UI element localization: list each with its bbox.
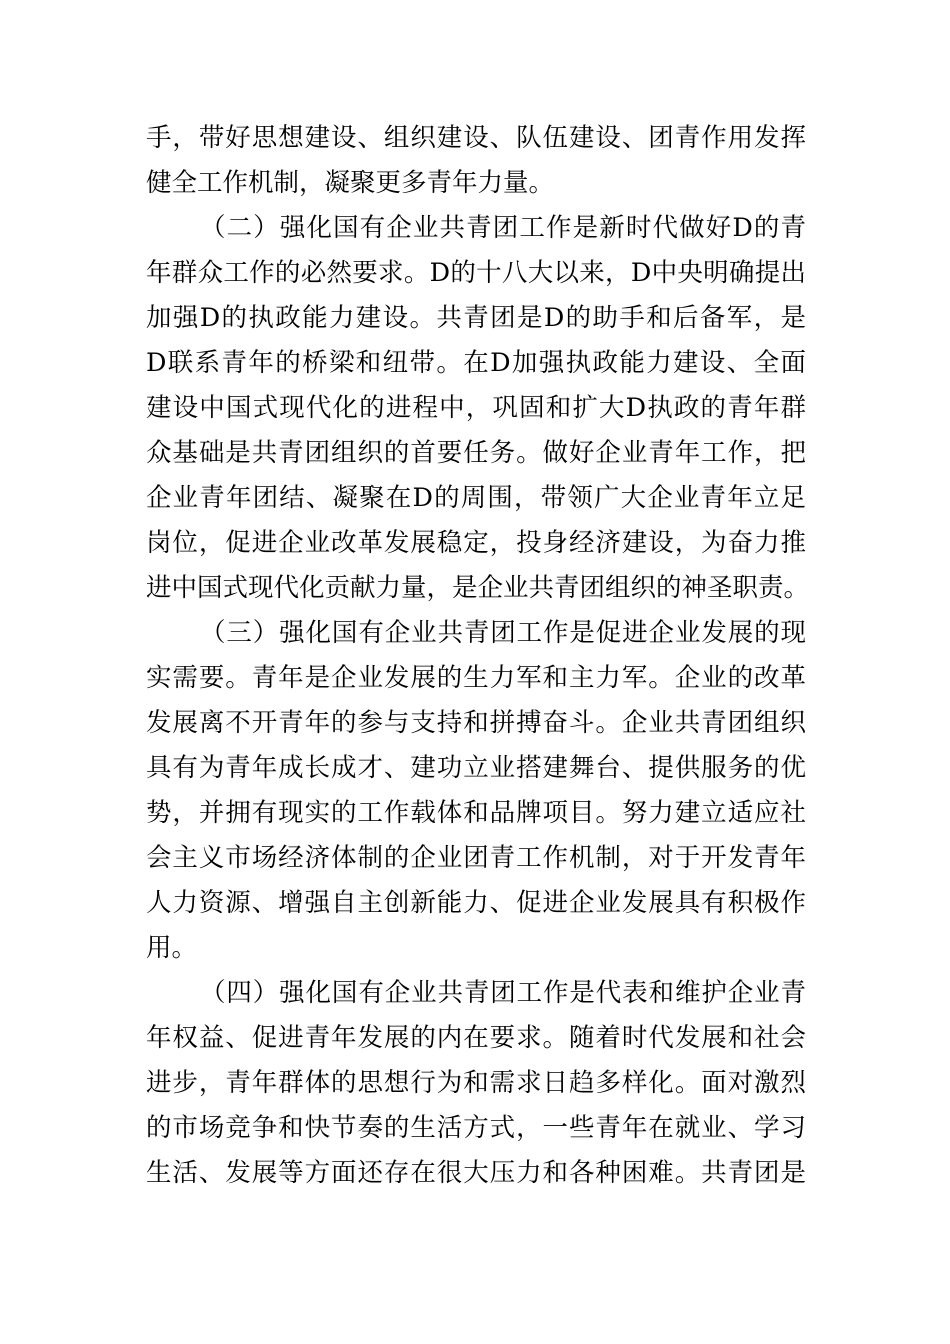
text-line: 具有为青年成长成才、建功立业搭建舞台、提供服务的优 bbox=[146, 753, 806, 783]
text-line: 生活、发展等方面还存在很大压力和各种困难。共青团是 bbox=[146, 1158, 806, 1188]
text-line: 众基础是共青团组织的首要任务。做好企业青年工作，把 bbox=[146, 438, 806, 468]
text-line: 进步，青年群体的思想行为和需求日趋多样化。面对激烈 bbox=[146, 1068, 806, 1098]
text-line: 手，带好思想建设、组织建设、队伍建设、团青作用发挥 bbox=[146, 123, 806, 153]
text-line: 年权益、促进青年发展的内在要求。随着时代发展和社会 bbox=[146, 1023, 806, 1053]
text-line: 人力资源、增强自主创新能力、促进企业发展具有积极作 bbox=[146, 888, 806, 918]
section-heading-line: （二）强化国有企业共青团工作是新时代做好D的青 bbox=[200, 213, 806, 243]
text-line: 加强D的执政能力建设。共青团是D的助手和后备军，是 bbox=[146, 303, 806, 333]
text-line: 年群众工作的必然要求。D的十八大以来，D中央明确提出 bbox=[146, 258, 806, 288]
text-line: 实需要。青年是企业发展的生力军和主力军。企业的改革 bbox=[146, 663, 806, 693]
text-line: 企业青年团结、凝聚在D的周围，带领广大企业青年立足 bbox=[146, 483, 806, 513]
text-line: 发展离不开青年的参与支持和拼搏奋斗。企业共青团组织 bbox=[146, 708, 806, 738]
text-line: 势，并拥有现实的工作载体和品牌项目。努力建立适应社 bbox=[146, 798, 806, 828]
text-line: 健全工作机制，凝聚更多青年力量。 bbox=[146, 168, 555, 198]
text-line: 的市场竞争和快节奏的生活方式，一些青年在就业、学习 bbox=[146, 1113, 806, 1143]
text-line: 会主义市场经济体制的企业团青工作机制，对于开发青年 bbox=[146, 843, 806, 873]
text-line: D联系青年的桥梁和纽带。在D加强执政能力建设、全面 bbox=[146, 348, 806, 378]
text-line: 进中国式现代化贡献力量，是企业共青团组织的神圣职责。 bbox=[146, 573, 810, 603]
section-heading-line: （四）强化国有企业共青团工作是代表和维护企业青 bbox=[200, 978, 806, 1008]
text-line: 用。 bbox=[146, 933, 198, 963]
text-line: 岗位，促进企业改革发展稳定，投身经济建设，为奋力推 bbox=[146, 528, 806, 558]
text-line: 建设中国式现代化的进程中，巩固和扩大D执政的青年群 bbox=[146, 393, 806, 423]
section-heading-line: （三）强化国有企业共青团工作是促进企业发展的现 bbox=[200, 618, 806, 648]
